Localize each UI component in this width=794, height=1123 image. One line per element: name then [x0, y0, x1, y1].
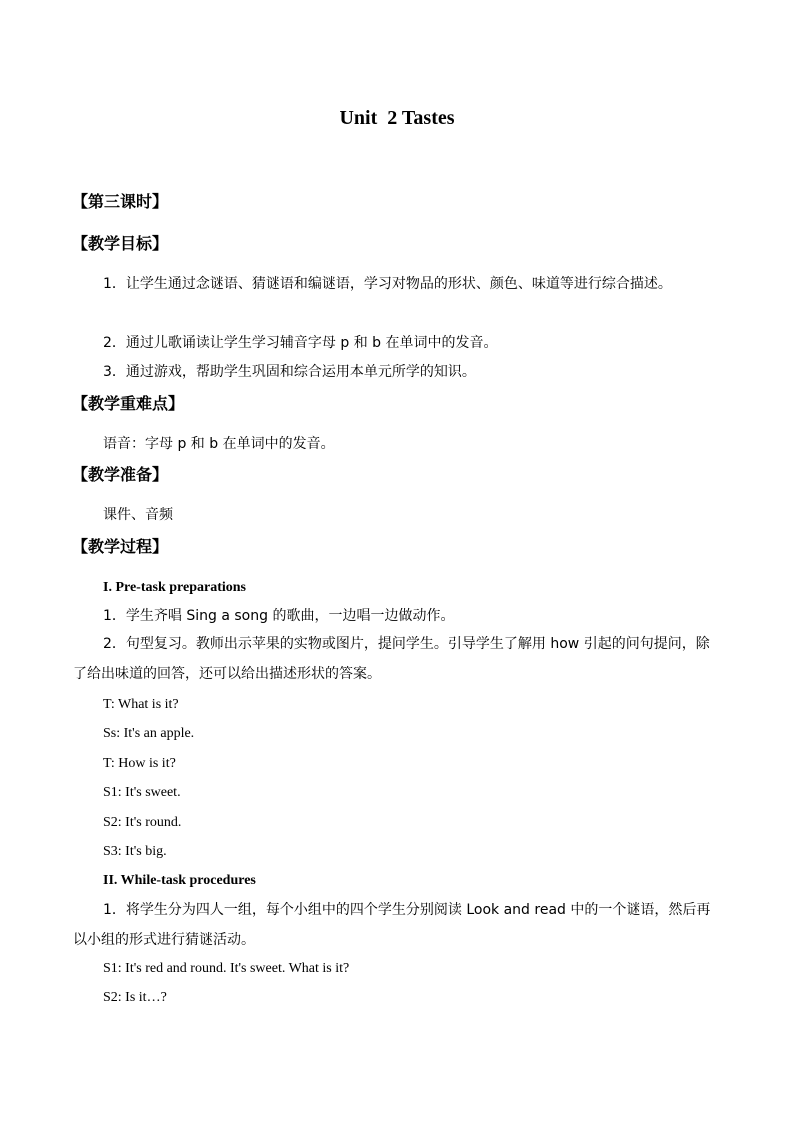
dialogue-line: T: What is it? — [103, 697, 179, 712]
key-points-heading: 【教学重难点】 — [72, 394, 185, 413]
process-heading: 【教学过程】 — [72, 537, 169, 556]
dialogue-line: Ss: It's an apple. — [103, 726, 195, 741]
while-task-step-1: 1．将学生分为四人一组，每个小组中的四个学生分别阅读 Look and read 中的一个谜语，然后再以小组的形式进行猜谜活动。 — [73, 902, 711, 948]
preparation-heading: 【教学准备】 — [72, 465, 169, 484]
dialogue-line: S2: Is it…? — [103, 990, 167, 1005]
pre-task-step-1: 1．学生齐唱 Sing a song 的歌曲，一边唱一边做动作。 — [103, 608, 455, 624]
pre-task-step-2: 2．句型复习。教师出示苹果的实物或图片，提问学生。引导学生了解用 how 引起的问句提问，除了给出味道的回答，还可以给出描述形状的答案。 — [73, 636, 710, 682]
document-title: Unit 2 Tastes — [339, 107, 455, 129]
objective-item-3: 3．通过游戏，帮助学生巩固和综合运用本单元所学的知识。 — [103, 364, 476, 380]
dialogue-line: T: How is it? — [103, 756, 176, 771]
dialogue-line: S2: It's round. — [103, 815, 182, 830]
dialogue-line: S1: It's red and round. It's sweet. What is it? — [103, 961, 350, 976]
pre-task-title: I. Pre-task preparations — [103, 580, 246, 595]
while-task-title: II. While-task procedures — [103, 873, 256, 888]
lesson-label: 【第三课时】 — [72, 192, 169, 211]
dialogue-line: S1: It's sweet. — [103, 785, 181, 800]
objective-item-2: 2．通过儿歌诵读让学生学习辅音字母 p 和 b 在单词中的发音。 — [103, 335, 498, 351]
preparation-text: 课件、音频 — [103, 507, 173, 523]
key-points-text: 语音：字母 p 和 b 在单词中的发音。 — [103, 436, 335, 452]
dialogue-line: S3: It's big. — [103, 844, 167, 859]
objectives-heading: 【教学目标】 — [72, 234, 169, 253]
objective-item-1: 1．让学生通过念谜语、猜谜语和编谜语，学习对物品的形状、颜色、味道等进行综合描述。 — [103, 276, 672, 292]
